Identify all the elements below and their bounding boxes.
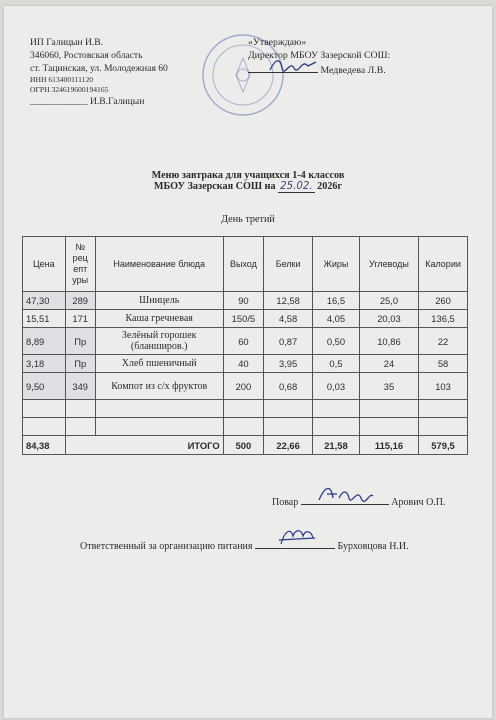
col-dish: Наименование блюда: [95, 237, 223, 292]
supplier-signature: ____________ И.В.Галицын: [30, 96, 145, 107]
total-protein: 22,66: [264, 436, 313, 455]
total-price: 84,38: [23, 436, 66, 455]
supplier-address-2: ст. Тацинская, ул. Молодежная 60: [30, 63, 168, 74]
cell-recipe: 349: [65, 373, 95, 400]
col-fat: Жиры: [313, 237, 360, 292]
cell-fat: 0,50: [313, 328, 360, 355]
cell-price: 9,50: [23, 373, 66, 400]
cell-carbs: 25,0: [359, 292, 418, 310]
table-row: [23, 292, 468, 310]
total-carbs: 115,16: [359, 436, 418, 455]
cell-dish: Хлеб пшеничный: [95, 355, 223, 373]
approval-signature-line: [248, 62, 318, 73]
cook-signature-block: [272, 494, 446, 508]
table-row-empty: [23, 418, 468, 436]
cell-output: 40: [223, 355, 264, 373]
cell-carbs: 20,03: [359, 310, 418, 328]
menu-table: [22, 236, 468, 455]
table-total-row: [23, 436, 468, 455]
cook-signature-line: [301, 494, 389, 505]
approval-block: [248, 36, 390, 77]
supplier-name: ИП Галицын И.В.: [30, 37, 104, 48]
cook-label: Повар: [272, 497, 299, 508]
cook-name: Арович О.П.: [391, 497, 446, 508]
cell-output: 150/5: [223, 310, 264, 328]
table-row: [23, 373, 468, 400]
cell-calories: 136,5: [419, 310, 468, 328]
col-protein: Белки: [264, 237, 313, 292]
cell-carbs: 10,86: [359, 328, 418, 355]
director-signature: [268, 56, 318, 74]
cell-price: 3,18: [23, 355, 66, 373]
day-label: День третий: [221, 214, 275, 225]
cell-calories: 58: [419, 355, 468, 373]
col-carbs: Углеводы: [359, 237, 418, 292]
col-price: Цена: [23, 237, 66, 292]
approval-position: Директор МБОУ Зазерской СОШ:: [248, 50, 391, 61]
cell-fat: 16,5: [313, 292, 360, 310]
cell-calories: 260: [419, 292, 468, 310]
cell-calories: 103: [419, 373, 468, 400]
responsible-signature-block: [80, 538, 409, 552]
cell-recipe: Пр: [65, 355, 95, 373]
cell-dish: Компот из с/х фруктов: [95, 373, 223, 400]
menu-title-school: МБОУ Зазерская СОШ на: [153, 181, 276, 192]
table-row: [23, 310, 468, 328]
approval-name: Медведева Л.В.: [320, 65, 386, 76]
total-label: ИТОГО: [65, 436, 223, 455]
col-calories: Калории: [419, 237, 468, 292]
cell-recipe: Пр: [65, 328, 95, 355]
cell-output: 60: [223, 328, 264, 355]
cell-output: 200: [223, 373, 264, 400]
total-output: 500: [223, 436, 264, 455]
cell-protein: 4,58: [264, 310, 313, 328]
supplier-block: [30, 36, 168, 108]
col-recipe: № рец епт уры: [65, 237, 95, 292]
cell-price: 47,30: [23, 292, 66, 310]
cell-dish: Шницель: [95, 292, 223, 310]
cell-dish: Зелёный горошек (бланширов.): [95, 328, 223, 355]
responsible-signature-line: [255, 538, 335, 549]
supplier-ogrn: ОГРН 324619600194165: [30, 85, 109, 94]
cell-carbs: 24: [359, 355, 418, 373]
menu-date: 25.02.: [280, 181, 313, 192]
supplier-inn: ИНН 613400111120: [30, 75, 94, 84]
cell-calories: 22: [419, 328, 468, 355]
cell-fat: 0,03: [313, 373, 360, 400]
col-output: Выход: [223, 237, 264, 292]
cell-price: 8,89: [23, 328, 66, 355]
supplier-address-1: 346060, Ростовская область: [30, 50, 143, 61]
table-row: [23, 328, 468, 355]
cook-signature: [315, 482, 375, 506]
approval-title: «Утверждаю»: [248, 37, 307, 48]
cell-protein: 3,95: [264, 355, 313, 373]
cell-price: 15,51: [23, 310, 66, 328]
cell-recipe: 171: [65, 310, 95, 328]
table-header-row: [23, 237, 468, 292]
cell-carbs: 35: [359, 373, 418, 400]
cell-fat: 0,5: [313, 355, 360, 373]
table-row: [23, 355, 468, 373]
cell-protein: 0,87: [264, 328, 313, 355]
table-row-empty: [23, 400, 468, 418]
total-calories: 579,5: [419, 436, 468, 455]
cell-fat: 4,05: [313, 310, 360, 328]
responsible-label: Ответственный за организацию питания: [80, 541, 253, 552]
cell-protein: 0,68: [264, 373, 313, 400]
cell-recipe: 289: [65, 292, 95, 310]
responsible-name: Бурховцова Н.И.: [337, 541, 409, 552]
cell-output: 90: [223, 292, 264, 310]
menu-title-line1: Меню завтрака для учащихся 1-4 классов: [151, 170, 345, 181]
menu-title: [0, 170, 496, 192]
menu-title-year: 2026г: [317, 181, 343, 192]
cell-dish: Каша гречневая: [95, 310, 223, 328]
total-fat: 21,58: [313, 436, 360, 455]
responsible-signature: [277, 526, 317, 550]
cell-protein: 12,58: [264, 292, 313, 310]
